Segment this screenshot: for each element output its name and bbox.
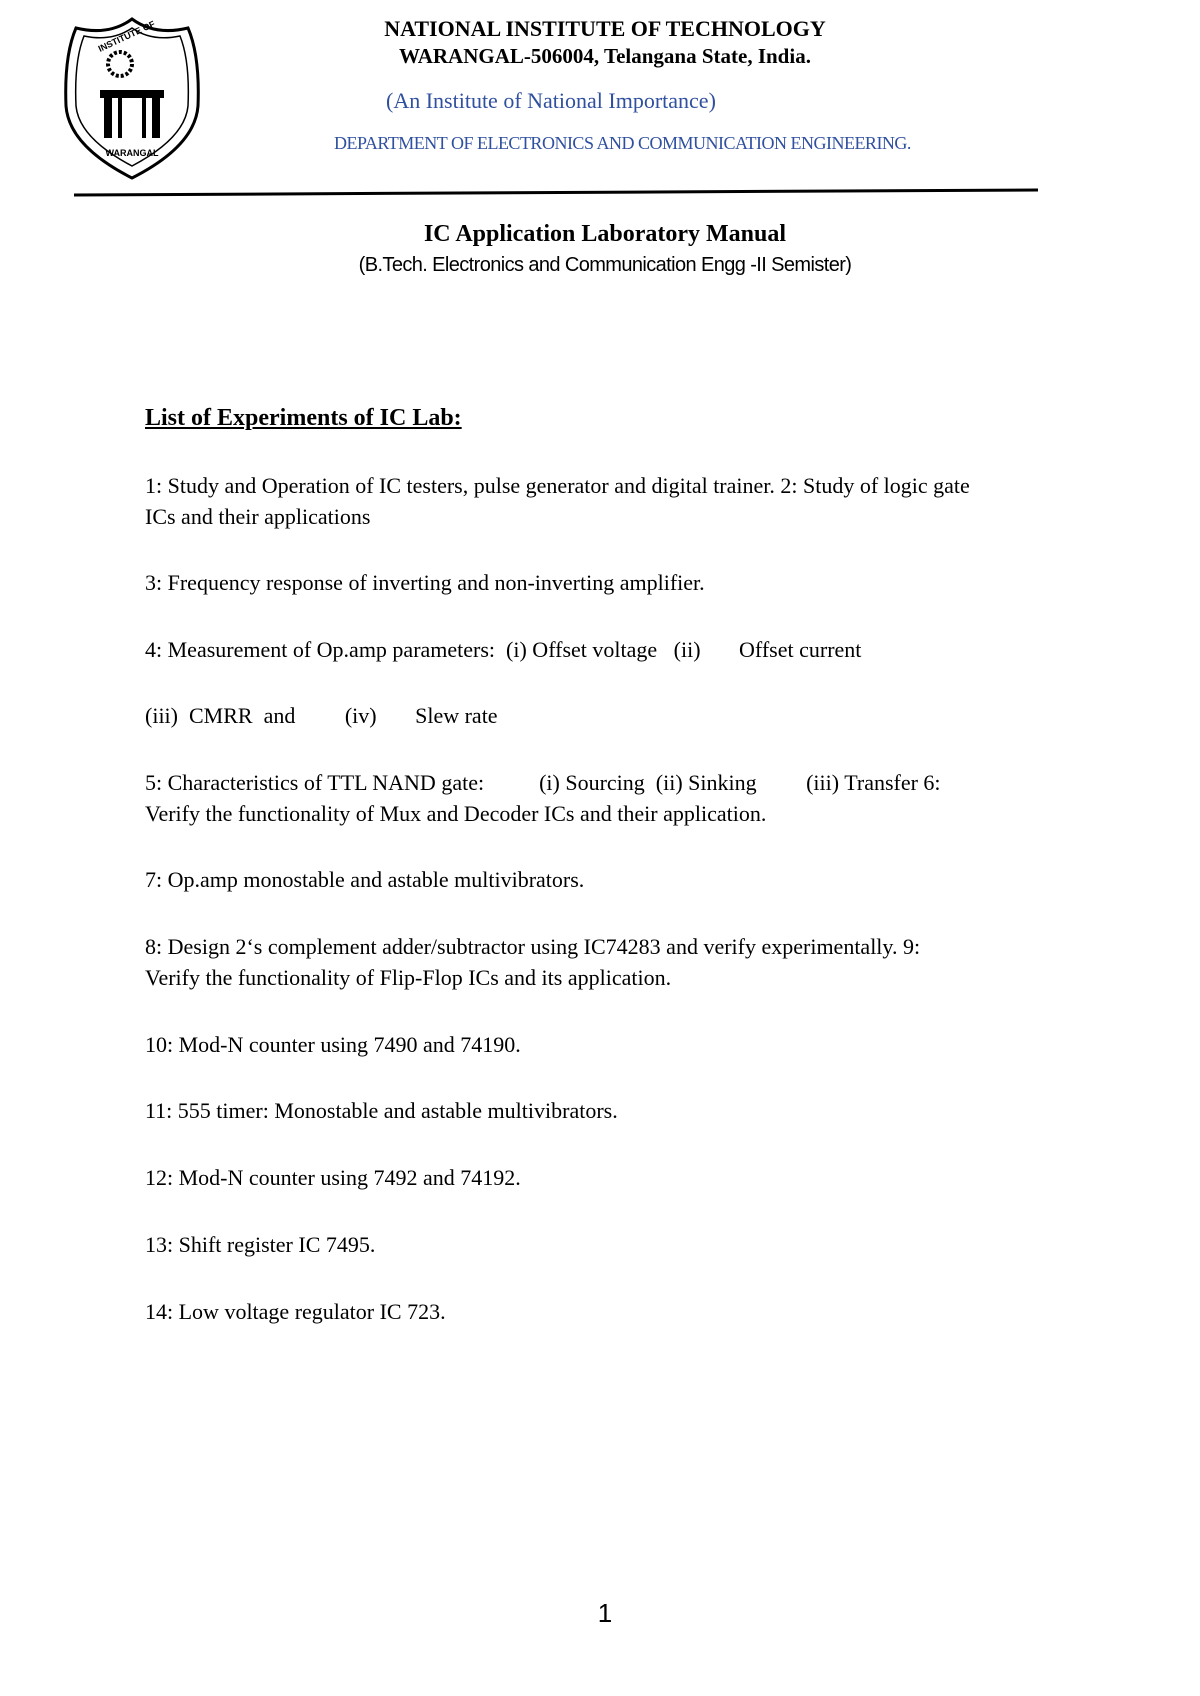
experiment-item xyxy=(145,1095,1095,1126)
experiment-line: 13: Shift register IC 7495. xyxy=(145,1232,376,1257)
experiment-item xyxy=(145,767,1095,829)
experiment-item xyxy=(145,1229,1095,1260)
manual-subtitle: (B.Tech. Electronics and Communication Engg -II Semister) xyxy=(358,254,852,276)
experiment-line: ICs and their applications xyxy=(145,504,371,529)
experiments-heading: List of Experiments of IC Lab: xyxy=(145,405,462,431)
experiment-line: 12: Mod-N counter using 7492 and 74192. xyxy=(145,1165,521,1190)
institute-address: WARANGAL-506004, Telangana State, India. xyxy=(399,44,811,68)
svg-text:INSTITUTE OF: INSTITUTE OF xyxy=(96,18,157,54)
experiment-line: Verify the functionality of Flip-Flop ICs and its application. xyxy=(145,965,672,990)
experiment-line: 4: Measurement of Op.amp parameters: (i) Offset voltage (ii) Offset current xyxy=(145,637,862,662)
experiment-item xyxy=(145,1162,1095,1193)
experiment-line: 7: Op.amp monostable and astable multivibrators. xyxy=(145,867,585,892)
manual-title: IC Application Laboratory Manual xyxy=(423,221,787,247)
experiment-line: 11: 555 timer: Monostable and astable multivibrators. xyxy=(145,1098,618,1123)
experiment-line: 10: Mod-N counter using 7490 and 74190. xyxy=(145,1032,521,1057)
experiment-line: 14: Low voltage regulator IC 723. xyxy=(145,1299,446,1324)
institute-tagline: (An Institute of National Importance) xyxy=(386,88,716,113)
experiment-item xyxy=(145,470,1095,532)
experiment-item xyxy=(145,864,1095,895)
experiment-item xyxy=(145,634,1095,665)
experiment-item xyxy=(145,1296,1095,1327)
experiment-item xyxy=(145,700,1095,731)
experiment-line: 1: Study and Operation of IC testers, pulse generator and digital trainer. 2: Study of logic gate xyxy=(145,473,970,498)
experiment-item xyxy=(145,1029,1095,1060)
department-name: DEPARTMENT OF ELECTRONICS AND COMMUNICATION ENGINEERING. xyxy=(334,133,911,153)
experiment-line: 5: Characteristics of TTL NAND gate: (i) Sourcing (ii) Sinking (iii) Transfer 6: xyxy=(145,770,941,795)
page-number: 1 xyxy=(597,1598,613,1628)
experiment-line: Verify the functionality of Mux and Decoder ICs and their application. xyxy=(145,801,767,826)
experiment-item xyxy=(145,567,1095,598)
svg-text:WARANGAL: WARANGAL xyxy=(105,148,159,158)
institute-name: NATIONAL INSTITUTE OF TECHNOLOGY xyxy=(384,16,826,41)
experiment-line: 8: Design 2‘s complement adder/subtractor using IC74283 and verify experimentally. 9: xyxy=(145,934,921,959)
experiment-line: (iii) CMRR and (iv) Slew rate xyxy=(145,703,498,728)
experiment-line: 3: Frequency response of inverting and non-inverting amplifier. xyxy=(145,570,705,595)
experiment-item xyxy=(145,931,1095,993)
header-divider xyxy=(74,188,1038,196)
